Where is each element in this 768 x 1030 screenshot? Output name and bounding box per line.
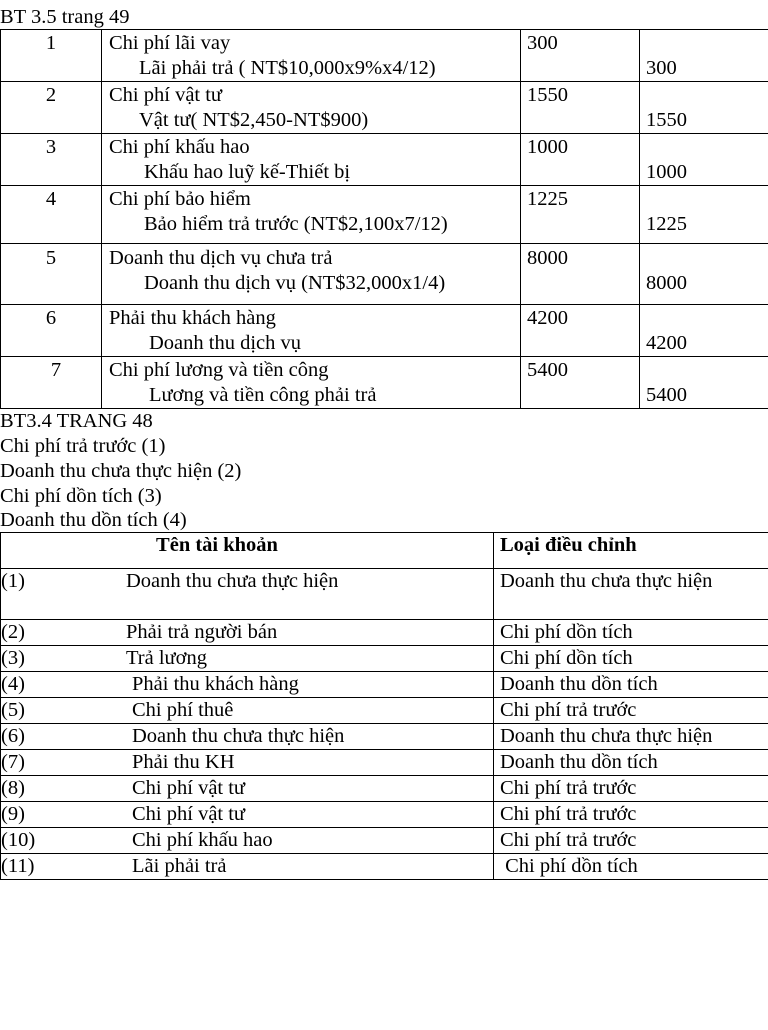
account-cell (102, 134, 521, 186)
adjustment-type: Doanh thu chưa thực hiện (494, 724, 768, 750)
section1-title: BT 3.5 trang 49 (0, 6, 768, 29)
adjustment-type: Chi phí trả trước (494, 828, 768, 854)
account-name: Chi phí vật tư (126, 777, 245, 799)
adjustment-type: Chi phí dồn tích (494, 646, 768, 672)
account-cell (102, 30, 521, 82)
entry-number: 3 (1, 134, 102, 186)
entry-number: 5 (1, 244, 102, 305)
credit-account: Lương và tiền công phải trả (109, 383, 520, 408)
adjustment-type: Chi phí trả trước (494, 776, 768, 802)
account-cell (1, 854, 494, 880)
row-index: (6) (1, 724, 126, 749)
entry-number: 6 (1, 305, 102, 357)
account-cell (102, 82, 521, 134)
debit-account: Chi phí vật tư (109, 84, 222, 106)
account-name: Phải thu khách hàng (126, 673, 299, 695)
account-name: Phải thu KH (126, 751, 235, 773)
credit-amount: 8000 (646, 271, 768, 296)
account-name: Chi phí vật tư (126, 803, 245, 825)
table-row (1, 750, 768, 776)
adjustment-type: Doanh thu chưa thực hiện (494, 569, 768, 620)
account-cell (102, 186, 521, 244)
account-cell (1, 620, 494, 646)
entry-number: 2 (1, 82, 102, 134)
adjustment-type: Doanh thu dồn tích (494, 672, 768, 698)
journal-entries-table (0, 29, 768, 409)
account-cell (1, 569, 494, 620)
row-index: (2) (1, 620, 126, 645)
adjustment-type: Doanh thu dồn tích (494, 750, 768, 776)
debit-amount: 5400 (521, 357, 640, 409)
account-cell (102, 305, 521, 357)
credit-cell (640, 134, 768, 186)
table-row (1, 854, 768, 880)
table-row (1, 569, 768, 620)
legend-item: Doanh thu chưa thực hiện (2) (0, 459, 768, 484)
account-cell (1, 828, 494, 854)
debit-account: Doanh thu dịch vụ chưa trả (109, 247, 332, 269)
table-row (1, 724, 768, 750)
row-index: (7) (1, 750, 126, 775)
account-cell (1, 646, 494, 672)
debit-account: Phải thu khách hàng (109, 307, 276, 329)
account-cell (1, 698, 494, 724)
account-name: Chi phí thuê (126, 699, 233, 721)
row-index: (10) (1, 828, 126, 853)
table-row (1, 672, 768, 698)
debit-amount: 1000 (521, 134, 640, 186)
credit-cell (640, 82, 768, 134)
credit-cell (640, 244, 768, 305)
debit-amount: 300 (521, 30, 640, 82)
table-row (1, 30, 768, 82)
credit-cell (640, 357, 768, 409)
credit-account: Bảo hiểm trả trước (NT$2,100x7/12) (109, 212, 520, 237)
account-name: Trả lương (126, 647, 207, 669)
row-index: (3) (1, 646, 126, 671)
entry-number: 1 (1, 30, 102, 82)
table-row (1, 776, 768, 802)
header-adjustment: Loại điều chỉnh (494, 533, 768, 569)
entry-number: 4 (1, 186, 102, 244)
account-cell (1, 724, 494, 750)
credit-account: Lãi phải trả ( NT$10,000x9%x4/12) (109, 56, 520, 81)
credit-amount: 1225 (646, 212, 768, 237)
account-name: Doanh thu chưa thực hiện (126, 725, 344, 747)
section2-title: BT3.4 TRANG 48 (0, 409, 768, 434)
table-row (1, 82, 768, 134)
account-cell (1, 776, 494, 802)
account-cell (1, 750, 494, 776)
legend-item: Doanh thu dồn tích (4) (0, 509, 768, 532)
legend-item: Chi phí trả trước (1) (0, 434, 768, 459)
account-cell (1, 802, 494, 828)
debit-amount: 1225 (521, 186, 640, 244)
table-row (1, 244, 768, 305)
table-row (1, 802, 768, 828)
credit-cell (640, 305, 768, 357)
credit-account: Vật tư( NT$2,450-NT$900) (109, 108, 520, 133)
legend-item: Chi phí dồn tích (3) (0, 484, 768, 509)
table-row (1, 828, 768, 854)
row-index: (1) (1, 569, 126, 594)
credit-amount: 1000 (646, 160, 768, 185)
debit-amount: 1550 (521, 82, 640, 134)
account-cell (1, 672, 494, 698)
adjustment-type: Chi phí dồn tích (494, 620, 768, 646)
account-name: Lãi phải trả (126, 855, 226, 877)
credit-cell (640, 30, 768, 82)
debit-amount: 8000 (521, 244, 640, 305)
table-header-row (1, 533, 768, 569)
credit-account: Khấu hao luỹ kế-Thiết bị (109, 160, 520, 185)
header-account: Tên tài khoản (1, 533, 494, 569)
table-row (1, 620, 768, 646)
row-index: (9) (1, 802, 126, 827)
entry-number: 7 (1, 357, 102, 409)
adjustment-type: Chi phí dồn tích (494, 854, 768, 880)
row-index: (11) (1, 854, 126, 879)
table-row (1, 305, 768, 357)
account-cell (102, 244, 521, 305)
debit-account: Chi phí lãi vay (109, 32, 230, 54)
debit-account: Chi phí bảo hiểm (109, 188, 251, 210)
row-index: (4) (1, 672, 126, 697)
credit-cell (640, 186, 768, 244)
table-row (1, 357, 768, 409)
credit-account: Doanh thu dịch vụ (NT$32,000x1/4) (109, 271, 520, 296)
account-cell (102, 357, 521, 409)
table-row (1, 698, 768, 724)
debit-account: Chi phí lương và tiền công (109, 359, 329, 381)
account-name: Phải trả người bán (126, 621, 277, 643)
account-name: Chi phí khấu hao (126, 829, 273, 851)
credit-amount: 300 (646, 56, 768, 81)
credit-account: Doanh thu dịch vụ (109, 331, 520, 356)
credit-amount: 4200 (646, 331, 768, 356)
adjustment-type: Chi phí trả trước (494, 698, 768, 724)
credit-amount: 1550 (646, 108, 768, 133)
debit-account: Chi phí khấu hao (109, 136, 250, 158)
adjustment-type-table (0, 532, 768, 880)
account-name: Doanh thu chưa thực hiện (126, 570, 338, 592)
table-row (1, 134, 768, 186)
adjustment-type: Chi phí trả trước (494, 802, 768, 828)
table-row (1, 186, 768, 244)
row-index: (8) (1, 776, 126, 801)
row-index: (5) (1, 698, 126, 723)
credit-amount: 5400 (646, 383, 768, 408)
debit-amount: 4200 (521, 305, 640, 357)
table-row (1, 646, 768, 672)
